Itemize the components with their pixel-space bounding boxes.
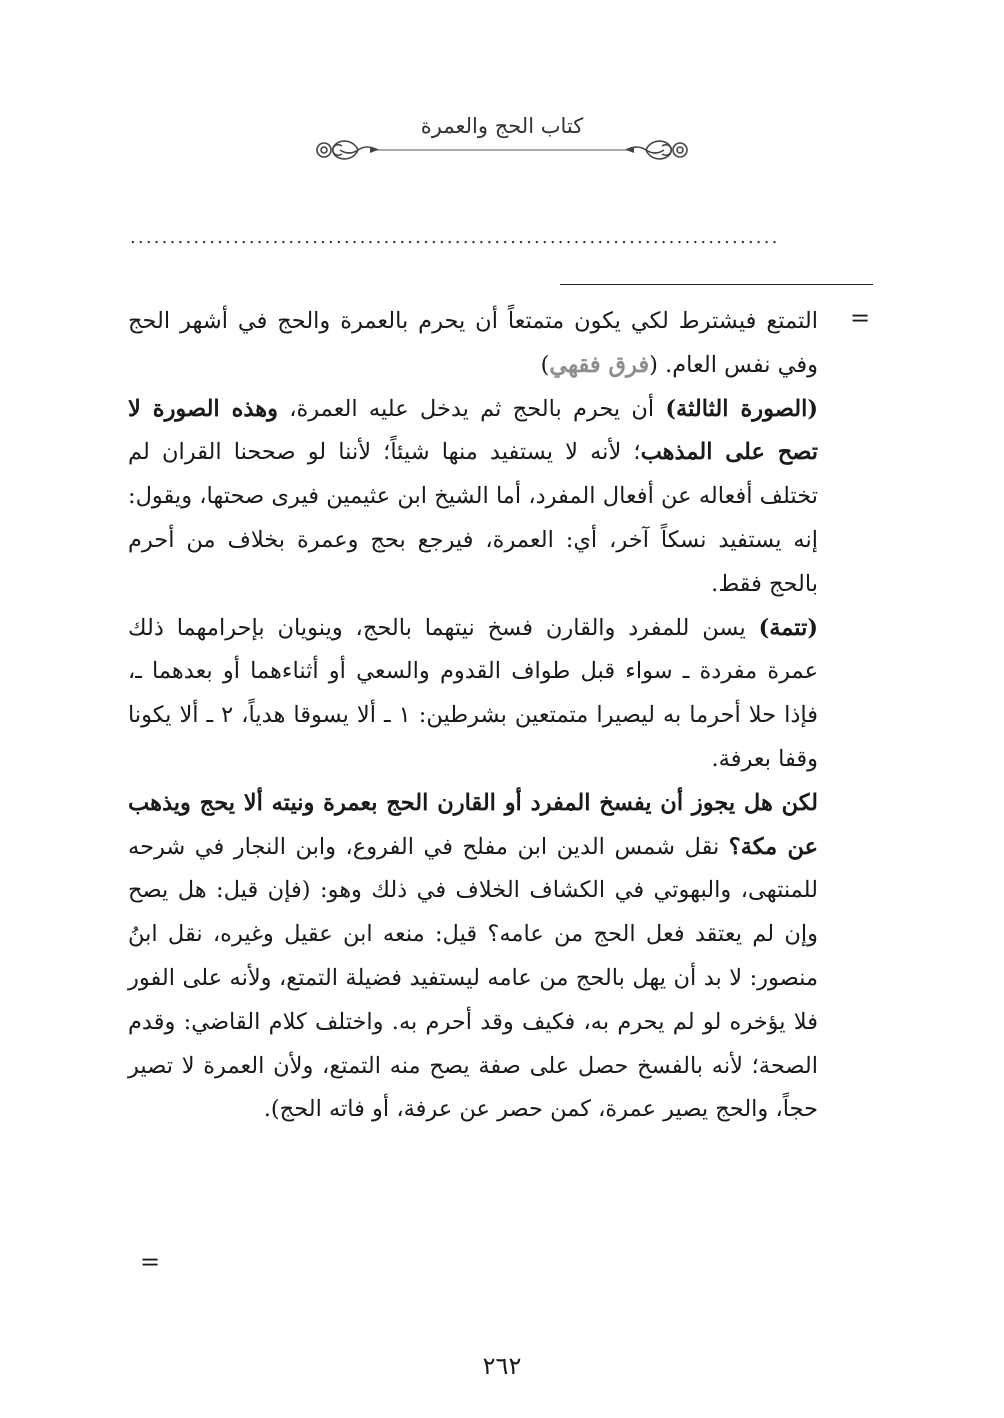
text-run: ) (540, 351, 550, 378)
text-run: ؛ لأنه لا يستفيد منها شيئاً؛ لأننا لو صححنا القران لم تختلف أفعاله عن أفعال المفرد، أما الشيخ ابن عثيمين فيرى صحتها، ويقول: إنه يستفيد نسكاً آخر، أي: العمرة، فيرجع بحج وعمرة بخلاف من أحرم بالحج فقط. (128, 439, 818, 597)
term-label: فرق فقهي (549, 351, 650, 378)
page-number: ٢٦٢ (482, 1352, 522, 1380)
text-run: أن يحرم بالحج ثم يدخل عليه العمرة، (277, 395, 666, 422)
paragraph (128, 300, 818, 388)
bold-question: لكن هل يجوز أن يفسخ المفرد أو القارن الحج بعمرة ونيته ألا يحج ويذهب عن مكة؟ (128, 789, 818, 860)
bold-ruling: وهذه الصورة لا تصح على المذهب (128, 395, 818, 466)
text-run: التمتع فيشترط لكي يكون متمتعاً أن يحرم بالعمرة والحج في أشهر الحج وفي نفس العام. ( (128, 308, 818, 378)
section-heading: (تتمة) (758, 614, 818, 641)
text-run: نقل شمس الدين ابن مفلح في الفروع، وابن النجار في شرحه للمنتهى، والبهوتي في الكشاف الخلاف في ذلك وهو: (فإن قيل: هل يصح وإن لم يعتقد فعل الحج من عامه؟ قيل: منعه ابن عقيل وغيره، نقل ابنُ منصور: لا بد أن يهل بالحج من عامه ليستفيد فضيلة التمتع، ولأنه على الفور فلا يؤخره لو لم يحرم به، فكيف وقد أحرم به. واختلف كلام القاضي: وقدم الصحة؛ لأنه بالفسخ حصل على صفة يصح منه التمتع، ولأن العمرة لا تصير حجاً، والحج يصير عمرة، كمن حصر عن عرفة، أو فاته الحج). (128, 833, 818, 1123)
text-run: يسن للمفرد والقارن فسخ نيتهما بالحج، وينويان بإحرامهما ذلك عمرة مفردة ـ سواء قبل طواف القدوم والسعي أو أثناءهما أو بعدهما ـ، فإذا حلا أحرما به ليصيرا متمتعين بشرطين: ١ ـ ألا يسوقا هدياً، ٢ ـ ألا يكونا وقفا بعرفة. (128, 614, 819, 772)
paragraph (128, 782, 818, 1132)
header-title: كتاب الحج والعمرة (420, 114, 584, 138)
footnote-body (128, 300, 818, 1132)
continuation-mark: = (850, 304, 871, 332)
header-ornament (300, 136, 704, 176)
footnote-separator (560, 284, 873, 285)
paragraph (128, 388, 818, 607)
dotted-divider: .................................................................................. (130, 228, 780, 248)
paragraph (128, 607, 818, 782)
running-header (300, 108, 704, 178)
end-mark: = (140, 1248, 161, 1276)
section-heading: (الصورة الثالثة) (665, 395, 818, 422)
